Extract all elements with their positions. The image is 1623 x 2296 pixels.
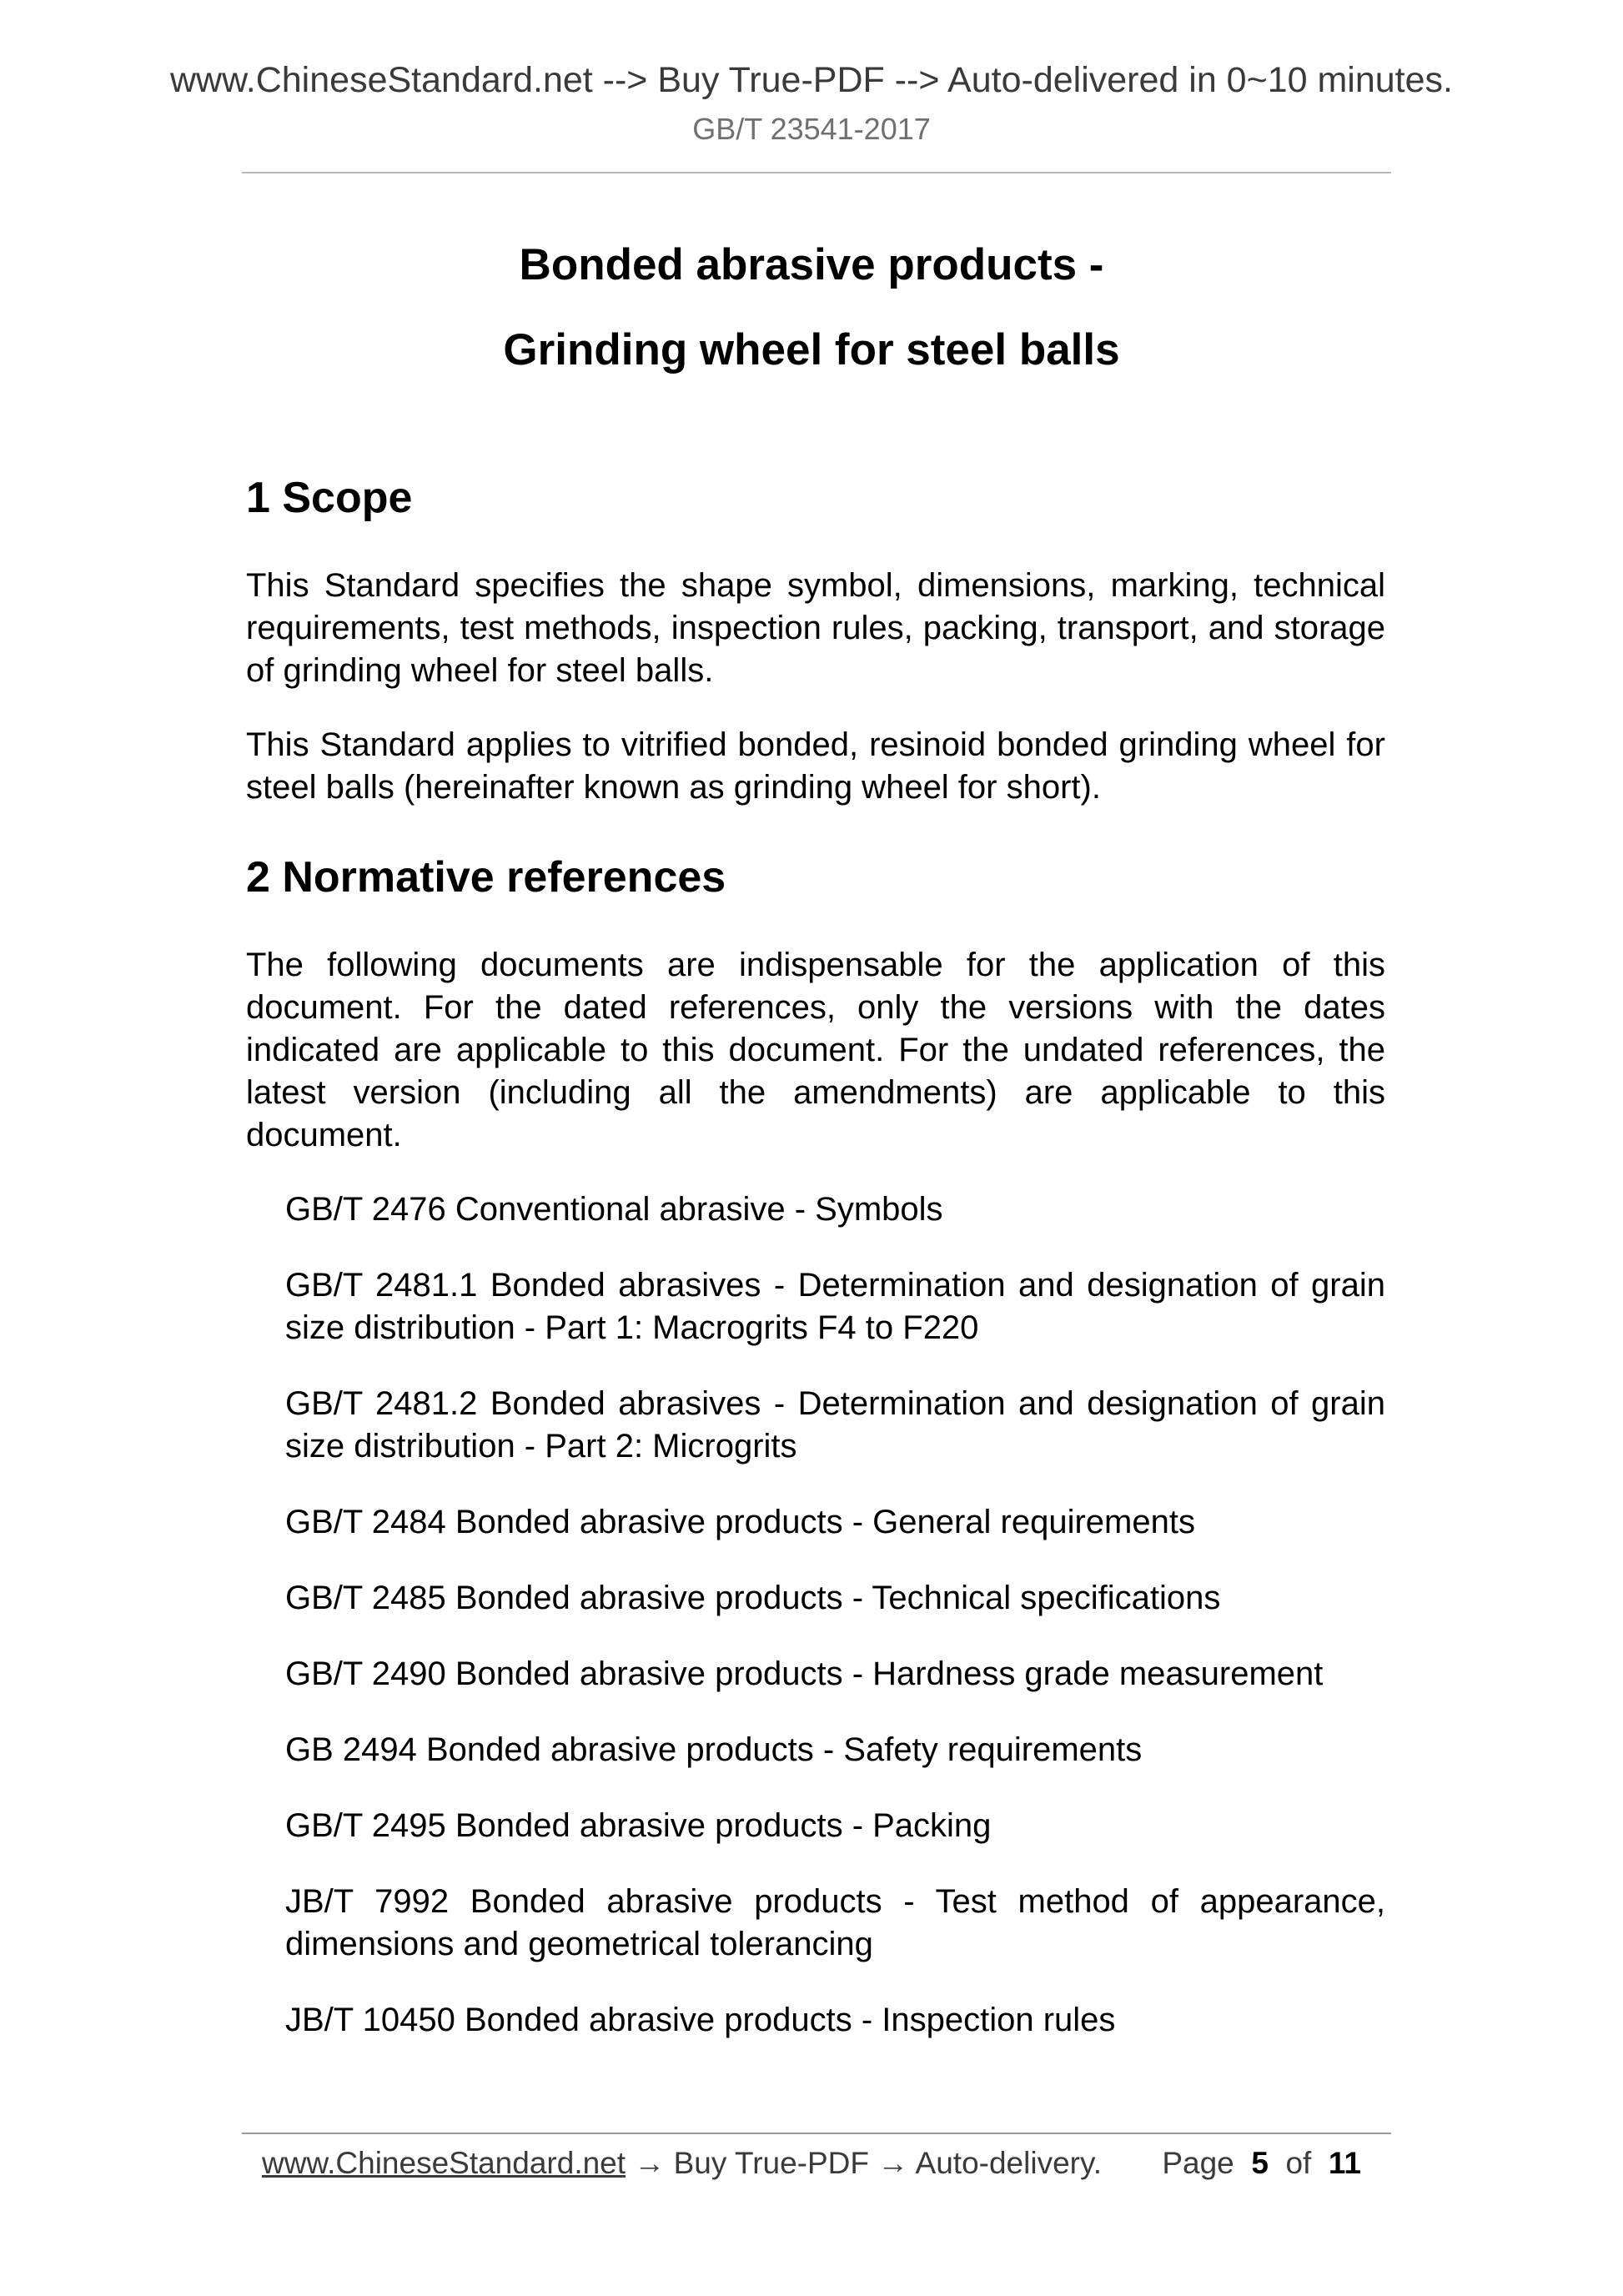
page-header	[0, 58, 1623, 148]
reference-item: GB/T 2484 Bonded abrasive products - General requirements	[285, 1504, 1195, 1540]
page-current: 5	[1251, 2146, 1269, 2180]
section-heading-normative-references: 2 Normative references	[246, 853, 726, 902]
page-of-label: of	[1285, 2146, 1312, 2180]
page-footer	[242, 2133, 1391, 2180]
reference-spacer	[246, 1620, 1385, 1653]
reference-item: JB/T 7992 Bonded abrasive products - Test method of appearance, dimensions and geometrical tolerancing	[285, 1883, 1385, 1962]
normative-references-paragraph: The following documents are indispensable for the application of this document. For the dated references, only the versions with the dates indicated are applicable to this document. For the undated references, the latest version (including all the amendments) are applicable to this document.	[246, 947, 1385, 1153]
reference-spacer	[246, 1847, 1385, 1881]
reference-spacer	[246, 1349, 1385, 1383]
header-divider	[242, 172, 1391, 173]
document-body	[246, 471, 1385, 2042]
footer-promo	[262, 2144, 1102, 2183]
reference-spacer	[246, 1696, 1385, 1729]
document-title-line-1: Bonded abrasive products -	[519, 240, 1104, 289]
reference-item: GB/T 2495 Bonded abrasive products - Packing	[285, 1807, 992, 1844]
reference-spacer	[246, 1231, 1385, 1264]
reference-item: GB/T 2481.2 Bonded abrasives - Determination and designation of grain size distribution - Part 2: Microgrits	[285, 1385, 1385, 1465]
page-label: Page	[1162, 2146, 1234, 2180]
reference-item: GB/T 2485 Bonded abrasive products - Technical specifications	[285, 1580, 1221, 1616]
header-promo-line[interactable]: www.ChineseStandard.net --> Buy True-PDF --> Auto-delivered in 0~10 minutes.	[169, 60, 1453, 100]
document-title-line-2: Grinding wheel for steel balls	[503, 325, 1120, 374]
scope-paragraph-1: This Standard specifies the shape symbol, dimensions, marking, technical requirements, test methods, inspection rules, packing, transport, and storage of grinding wheel for steel balls.	[246, 567, 1385, 689]
footer-buy-text: Buy True-PDF	[673, 2146, 870, 2180]
footer-delivery-text: Auto-delivery.	[915, 2146, 1103, 2180]
reference-item: GB 2494 Bonded abrasive products - Safety requirements	[285, 1731, 1143, 1768]
footer-site-link[interactable]: www.ChineseStandard.net	[262, 2146, 626, 2180]
scope-paragraph-2: This Standard applies to vitrified bonded, resinoid bonded grinding wheel for steel balls (hereinafter known as grinding wheel for short).	[246, 726, 1385, 806]
reference-item: JB/T 10450 Bonded abrasive products - Inspection rules	[285, 2002, 1116, 2038]
reference-item: GB/T 2490 Bonded abrasive products - Hardness grade measurement	[285, 1655, 1324, 1692]
page-total: 11	[1328, 2146, 1361, 2180]
reference-item: GB/T 2476 Conventional abrasive - Symbols	[285, 1191, 943, 1228]
section-heading-scope: 1 Scope	[246, 474, 413, 522]
reference-item: GB/T 2481.1 Bonded abrasives - Determination and designation of grain size distribution - Part 1: Macrogrits F4 to F220	[285, 1267, 1385, 1346]
reference-spacer	[246, 1966, 1385, 1999]
reference-list	[246, 1188, 1385, 2042]
arrow-right-icon: →	[877, 2146, 909, 2180]
header-standard-code: GB/T 23541-2017	[692, 112, 931, 146]
reference-spacer	[246, 1544, 1385, 1577]
reference-spacer	[246, 1468, 1385, 1501]
page-number	[1162, 2144, 1361, 2183]
reference-spacer	[246, 1771, 1385, 1805]
arrow-right-icon: →	[634, 2146, 666, 2180]
